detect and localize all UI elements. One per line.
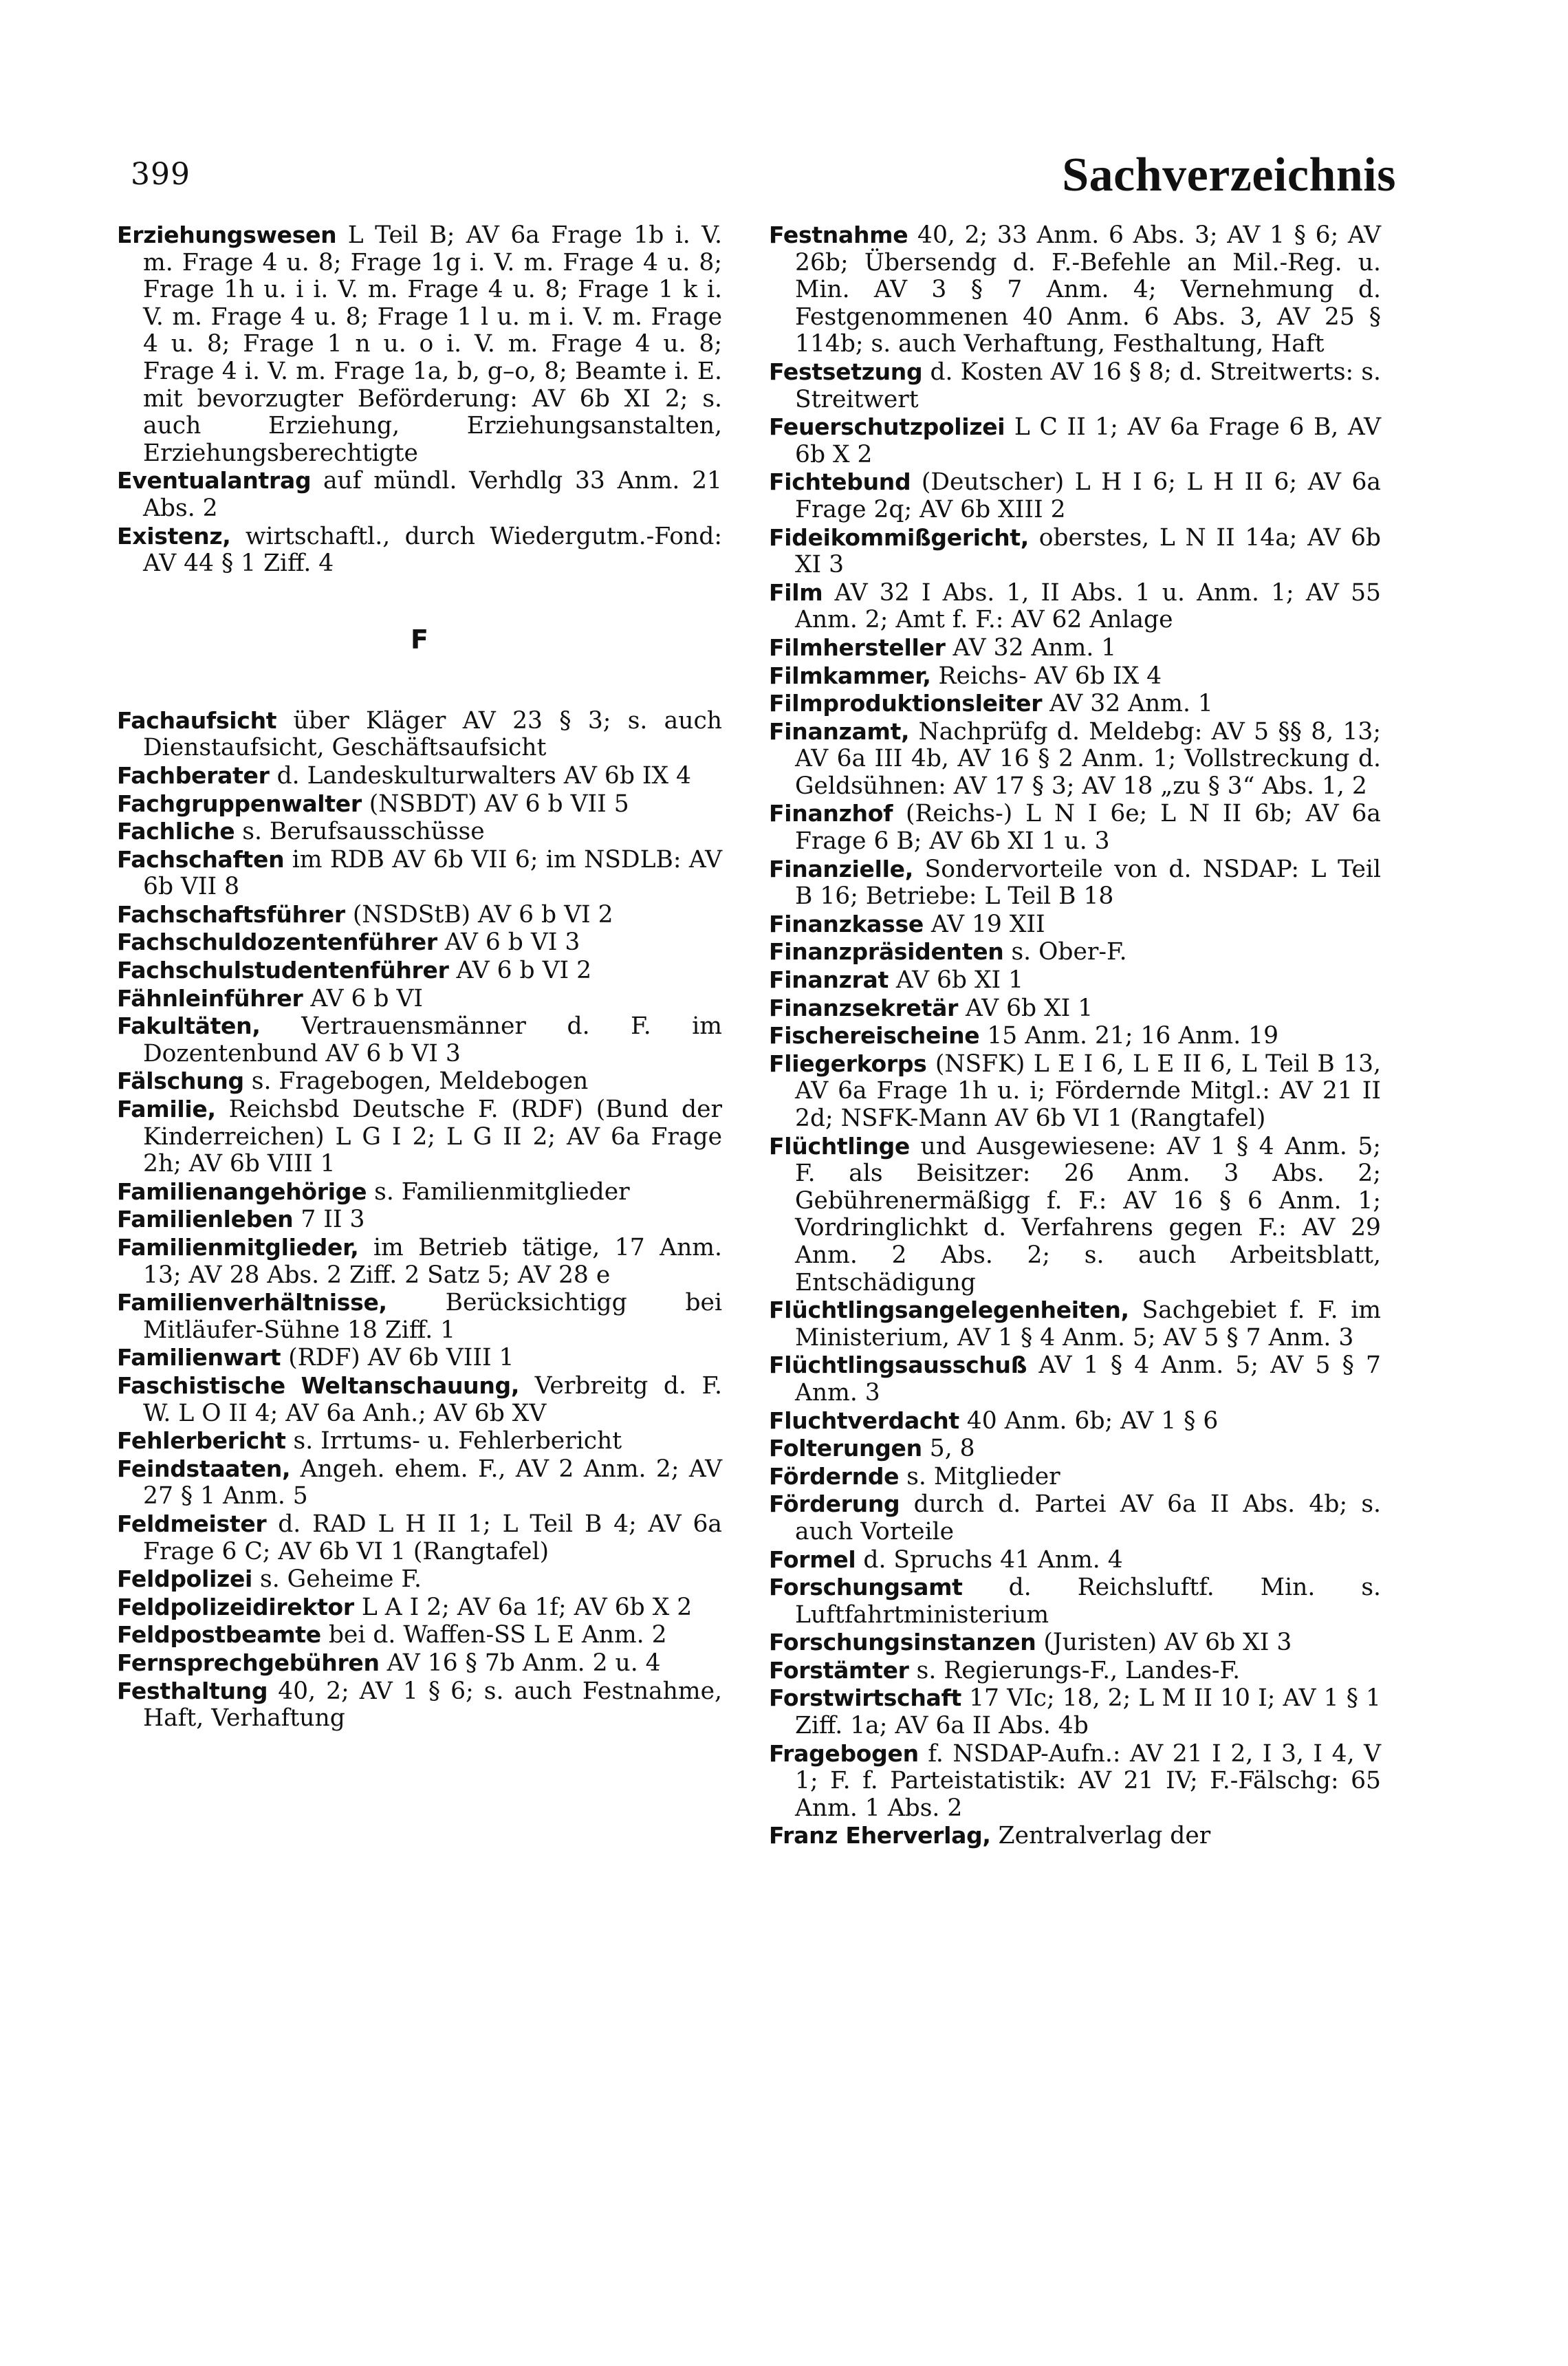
index-entry-keyword: Festhaltung [117,1677,268,1704]
index-entry-references: 5, 8 [922,1435,975,1463]
index-entry-references: (Reichs-) L N I 6e; L N II 6b; AV 6a Frage 6 B; AV 6b XI 1 u. 3 [795,800,1381,856]
index-entry [117,467,722,522]
index-entry [769,1684,1381,1739]
index-entry-references: im RDB AV 6b VII 6; im NSDLB: AV 6b VII 8 [143,845,722,901]
index-entry [117,1594,722,1622]
index-entry [117,523,722,578]
index-entry-references: 40 Anm. 6b; AV 1 § 6 [959,1407,1219,1435]
index-entry-keyword: Filmproduktionsleiter [769,690,1043,717]
index-entry-keyword: Fernsprechgebühren [117,1649,380,1676]
running-head: Sachverzeichnis [1062,149,1396,202]
index-entry-keyword: Finanzrat [769,966,889,994]
index-entry [117,1234,722,1289]
index-entry-references: AV 32 Anm. 1 [945,633,1117,662]
index-entry [117,1178,722,1206]
index-entry-keyword: Fliegerkorps [769,1050,927,1077]
entries-before-section [117,221,722,578]
index-entry-keyword: Fragebogen [769,1739,919,1767]
index-entry [117,1565,722,1594]
index-entry-references: und Ausgewiesene: AV 1 § 4 Anm. 5; F. als Beisitzer: 26 Anm. 3 Abs. 2; Gebührenermäßigg f. F.: AV 16 § 6 Anm. 1; Vordringlichkt d. Verfahrens gegen F.: AV 29 Anm. 2 Abs. 2; s. auch Arbeitsblatt, Entschädigung [795,1132,1381,1296]
index-entry-keyword: Fördernde [769,1462,900,1490]
index-entry-references: s. Geheime F. [252,1565,422,1594]
index-entry-references: im Betrieb tätige, 17 Anm. 13; AV 28 Abs. 2 Ziff. 2 Satz 5; AV 28 e [143,1234,722,1289]
index-entry-references: AV 32 Anm. 1 [1042,690,1213,718]
index-entry [117,1012,722,1067]
index-entry-keyword: Formel [769,1545,856,1573]
index-entry-keyword: Eventualantrag [117,467,312,495]
index-entry-references: Berücksichtigg bei Mitläufer-Sühne 18 Ziff. 1 [143,1289,722,1344]
index-entry-references: L Teil B; AV 6a Frage 1b i. V. m. Frage 4 u. 8; Frage 1g i. V. m. Frage 4 u. 8; Frage 1h u. i i. V. m. Frage 4 u. 8; Frage 1 k i. V. m. Frage 4 u. 8; Frage 1 l u. m i. V. m. Frage 4 u. 8; Frage 1 n u. o i. V. m. Frage 4 u. 8; Frage 4 i. V. m. Frage 1a, b, g–o, 8; Beamte i. E. mit bevorzugter Beförderung: AV 6b XI 2; s. auch Erziehung, Erziehungsanstalten, Erziehungsberechtigte [143,221,722,467]
index-entry-keyword: Existenz, [117,522,231,550]
index-entry-keyword: Familienverhältnisse, [117,1289,387,1316]
index-entry-keyword: Feldmeister [117,1510,267,1537]
index-entry [769,856,1381,911]
index-entry [117,957,722,985]
index-entry [769,1435,1381,1463]
index-entry-references: s. Irrtums- u. Fehlerbericht [285,1427,622,1455]
index-entry-references: (Deutscher) L H I 6; L H II 6; AV 6a Frage 2q; AV 6b XIII 2 [795,468,1381,523]
index-entry-keyword: Finanzkasse [769,910,924,937]
index-entry-references: L C II 1; AV 6a Frage 6 B, AV 6b X 2 [795,413,1381,468]
index-entry-keyword: Festnahme [769,221,908,248]
index-entry-keyword: Familienangehörige [117,1177,367,1205]
index-entry [769,1407,1381,1435]
index-entry-references: s. Berufsausschüsse [235,818,485,846]
index-entry-references: s. Fragebogen, Meldebogen [243,1067,589,1096]
index-entry-keyword: Festsetzung [769,358,923,385]
index-entry-keyword: Finanzpräsidenten [769,938,1004,966]
index-entry-keyword: Fachaufsicht [117,706,277,734]
index-entry-keyword: Flüchtlinge [769,1132,910,1160]
index-entry [769,634,1381,662]
index-entry-keyword: Film [769,578,823,606]
index-entry-references: (NSDStB) AV 6 b VI 2 [345,900,613,929]
index-entry-references: AV 32 I Abs. 1, II Abs. 1 u. Anm. 1; AV 55 Anm. 2; Amt f. F.: AV 62 Anlage [795,578,1381,634]
index-entry-keyword: Folterungen [769,1435,922,1462]
index-entry [769,1296,1381,1352]
index-entry-keyword: Fachschaftsführer [117,900,345,928]
index-entry-references: Reichs- AV 6b IX 4 [930,662,1162,690]
index-entry-keyword: Filmhersteller [769,633,946,661]
index-entry-keyword: Fachgruppenwalter [117,790,362,817]
index-entry-references: AV 19 XII [923,910,1045,938]
index-entry [769,1822,1381,1850]
index-entry-references: AV 6b XI 1 [958,994,1093,1022]
index-entry-references: 17 VIc; 18, 2; L M II 10 I; AV 1 § 1 Ziff. 1a; AV 6a II Abs. 4b [795,1684,1381,1740]
index-entry-keyword: Forschungsinstanzen [769,1629,1036,1656]
index-entry [769,1352,1381,1407]
index-entry-keyword: Feldpostbeamte [117,1621,321,1649]
index-entry [769,1629,1381,1657]
index-entry-references: Reichsbd Deutsche F. (RDF) (Bund der Kinderreichen) L G I 2; L G II 2; AV 6a Frage 2h; AV 6b VIII 1 [143,1096,722,1178]
index-entry-references: AV 1 § 4 Anm. 5; AV 5 § 7 Anm. 3 [795,1352,1381,1407]
index-entry [769,1546,1381,1574]
index-entry-keyword: Feldpolizei [117,1565,253,1593]
index-entry [117,818,722,846]
index-entry-references: AV 16 § 7b Anm. 2 u. 4 [379,1649,661,1677]
index-entry-keyword: Familienwart [117,1344,281,1371]
index-entry-references: (RDF) AV 6b VIII 1 [281,1344,514,1372]
index-entry-keyword: Fachliche [117,818,235,845]
index-entry-keyword: Fähnleinführer [117,984,303,1012]
index-entry-keyword: Fälschung [117,1067,244,1095]
index-entry [769,413,1381,468]
index-entry-keyword: Familie, [117,1096,216,1123]
index-entry-keyword: Finanzamt, [769,717,910,745]
index-entry-references: über Kläger AV 23 § 3; s. auch Dienstaufsicht, Geschäftsaufsicht [143,706,722,762]
index-entry-references: Sachgebiet f. F. im Ministerium, AV 1 § 4 Anm. 5; AV 5 § 7 Anm. 3 [795,1296,1381,1352]
index-entry-references: d. RAD L H II 1; L Teil B 4; AV 6a Frage 6 C; AV 6b VI 1 (Rangtafel) [143,1510,722,1565]
index-entry-keyword: Finanzielle, [769,855,913,882]
index-entry [117,1427,722,1455]
index-entry [117,929,722,957]
index-entry [769,800,1381,855]
index-entry [117,1096,722,1178]
index-entry-references: d. Landeskulturwalters AV 6b IX 4 [269,761,691,790]
index-entry-keyword: Forstämter [769,1656,909,1684]
index-entry-keyword: Erziehungswesen [117,221,337,248]
index-entry [117,1344,722,1372]
index-entry [117,221,722,467]
index-entry [117,1510,722,1565]
index-entry [769,1574,1381,1629]
index-entry-keyword: Flüchtlingsausschuß [769,1352,1027,1379]
index-entry-references: oberstes, L N II 14a; AV 6b XI 3 [795,523,1381,579]
index-entry-keyword: Familienmitglieder, [117,1234,359,1261]
index-entry [769,718,1381,801]
index-entry [769,221,1381,358]
index-entry [117,985,722,1013]
index-entry-references: (NSBDT) AV 6 b VII 5 [361,790,629,818]
index-entry [117,1289,722,1344]
index-entry-references: 7 II 3 [293,1206,365,1234]
index-entry [117,762,722,790]
index-entry [769,358,1381,413]
index-entry-references: L A I 2; AV 6a 1f; AV 6b X 2 [353,1593,693,1621]
index-entry [117,846,722,901]
index-entry [769,1463,1381,1491]
index-entry-references: auf mündl. Verhdlg 33 Anm. 21 Abs. 2 [143,467,722,522]
index-entry-references: Sondervorteile von d. NSDAP: L Teil B 16; Betriebe: L Teil B 18 [795,855,1381,911]
index-entry-references: d. Reichsluftf. Min. s. Luftfahrtministerium [795,1574,1381,1629]
index-entry-keyword: Fachberater [117,761,270,789]
index-entry [117,1372,722,1427]
index-entry-references: (Juristen) AV 6b XI 3 [1036,1629,1292,1657]
index-entry-references: Angeh. ehem. F., AV 2 Anm. 2; AV 27 § 1 Anm. 5 [143,1455,722,1510]
index-entry-keyword: Faschistische Weltanschauung, [117,1371,520,1399]
index-entry [769,690,1381,718]
index-entry [117,1649,722,1678]
index-entry-references: (NSFK) L E I 6, L E II 6, L Teil B 13, AV 6a Frage 1h u. i; Fördernde Mitgl.: AV 21 II 2d; NSFK-Mann AV 6b VI 1 (Rangtafel) [795,1050,1381,1132]
right-entries [769,221,1381,1850]
index-entry-keyword: Förderung [769,1490,900,1518]
index-entry-keyword: Feldpolizeidirektor [117,1593,354,1620]
index-entry-references: s. Regierungs-F., Landes-F. [908,1656,1241,1684]
index-entry-keyword: Fluchtverdacht [769,1407,959,1434]
index-entry [769,911,1381,939]
index-entry-references: durch d. Partei AV 6a II Abs. 4b; s. auch Vorteile [795,1490,1381,1545]
index-entry-references: 40, 2; 33 Anm. 6 Abs. 3; AV 1 § 6; AV 26b; Übersendg d. F.-Befehle an Mil.-Reg. u. Min. AV 3 § 7 Anm. 4; Vernehmung d. Festgenommenen 40 Anm. 6 Abs. 3, AV 25 § 114b; s. auch Verhaftung, Festhaltung, Haft [795,221,1381,358]
index-entry-references: Vertrauensmänner d. F. im Dozentenbund AV 6 b VI 3 [143,1012,722,1067]
index-entry-references: s. Mitglieder [899,1462,1060,1490]
index-entry-references: bei d. Waffen-SS L E Anm. 2 [320,1621,667,1649]
index-entry-keyword: Fakultäten, [117,1012,261,1040]
index-entry-references: 15 Anm. 21; 16 Anm. 19 [979,1022,1279,1050]
index-entry-references: d. Spruchs 41 Anm. 4 [856,1545,1123,1574]
index-entry [769,1022,1381,1050]
index-entry-keyword: Fehlerbericht [117,1427,286,1455]
index-entry-keyword: Fachschaften [117,845,285,873]
index-entry-keyword: Feindstaaten, [117,1455,291,1482]
index-entry-keyword: Forschungsamt [769,1574,963,1601]
index-entry [117,1067,722,1096]
page-number: 399 [131,157,190,192]
index-entry-references: AV 6 b VI [303,984,423,1012]
index-entry [117,1621,722,1649]
index-entry [769,1490,1381,1545]
index-entry [769,662,1381,691]
index-entry-keyword: Familienleben [117,1206,294,1233]
entries-after-section [117,707,722,1733]
index-entry [769,468,1381,523]
index-entry [769,579,1381,634]
index-entry [117,707,722,762]
index-entry [769,1657,1381,1685]
index-entry [769,995,1381,1023]
index-entry-keyword: Fachschuldozentenführer [117,929,437,956]
index-entry-keyword: Fischereischeine [769,1022,980,1050]
index-entry-references: Zentralverlag der [990,1822,1211,1850]
index-entry-references: Verbreitg d. F. W. L O II 4; AV 6a Anh.; AV 6b XV [143,1371,722,1427]
index-entry [769,1133,1381,1297]
index-entry-references: AV 6 b VI 3 [437,929,580,957]
index-entry-references: wirtschaftl., durch Wiedergutm.-Fond: AV 44 § 1 Ziff. 4 [143,522,722,578]
index-entry-references: 40, 2; AV 1 § 6; s. auch Festnahme, Haft, Verhaftung [143,1677,722,1733]
index-entry-keyword: Flüchtlingsangelegenheiten, [769,1296,1129,1324]
index-entry-references: Nachprüfg d. Meldebg: AV 5 §§ 8, 13; AV 6a III 4b, AV 16 § 2 Anm. 1; Vollstreckung d. Geldsühnen: AV 17 § 3; AV 18 „zu § 3“ Abs. 1, 2 [795,717,1381,800]
index-entry-keyword: Feuerschutzpolizei [769,413,1005,441]
index-entry-references: s. Ober-F. [1003,938,1127,966]
index-entry [117,1206,722,1234]
index-entry-keyword: Fachschulstudentenführer [117,957,449,984]
index-entry-keyword: Finanzhof [769,800,893,827]
index-entry [117,1455,722,1510]
right-column [769,221,1381,1850]
index-entry [769,1050,1381,1133]
index-entry-keyword: Franz Eherverlag, [769,1822,991,1849]
index-entry-references: AV 6 b VI 2 [448,957,592,985]
index-entry-references: s. Familienmitglieder [367,1177,630,1206]
index-entry [769,966,1381,995]
index-entry [117,1678,722,1733]
section-letter-heading: F [411,624,428,655]
index-entry [769,524,1381,579]
index-entry [117,790,722,818]
index-entry-keyword: Filmkammer, [769,662,931,689]
index-entry [117,901,722,929]
index-entry-references: AV 6b XI 1 [888,966,1024,995]
index-entry-references: d. Kosten AV 16 § 8; d. Streitwerts: s. Streitwert [795,358,1381,413]
left-column [117,221,722,1733]
index-entry-references: f. NSDAP-Aufn.: AV 21 I 2, I 3, I 4, V 1; F. f. Parteistatistik: AV 21 IV; F.-Fälschg: 65 Anm. 1 Abs. 2 [795,1739,1381,1822]
index-entry-keyword: Fichtebund [769,468,911,496]
index-entry-keyword: Forstwirtschaft [769,1684,962,1712]
index-entry-keyword: Finanzsekretär [769,994,959,1021]
index-entry-keyword: Fideikommißgericht, [769,523,1029,551]
index-entry [769,1740,1381,1823]
index-entry [769,938,1381,966]
